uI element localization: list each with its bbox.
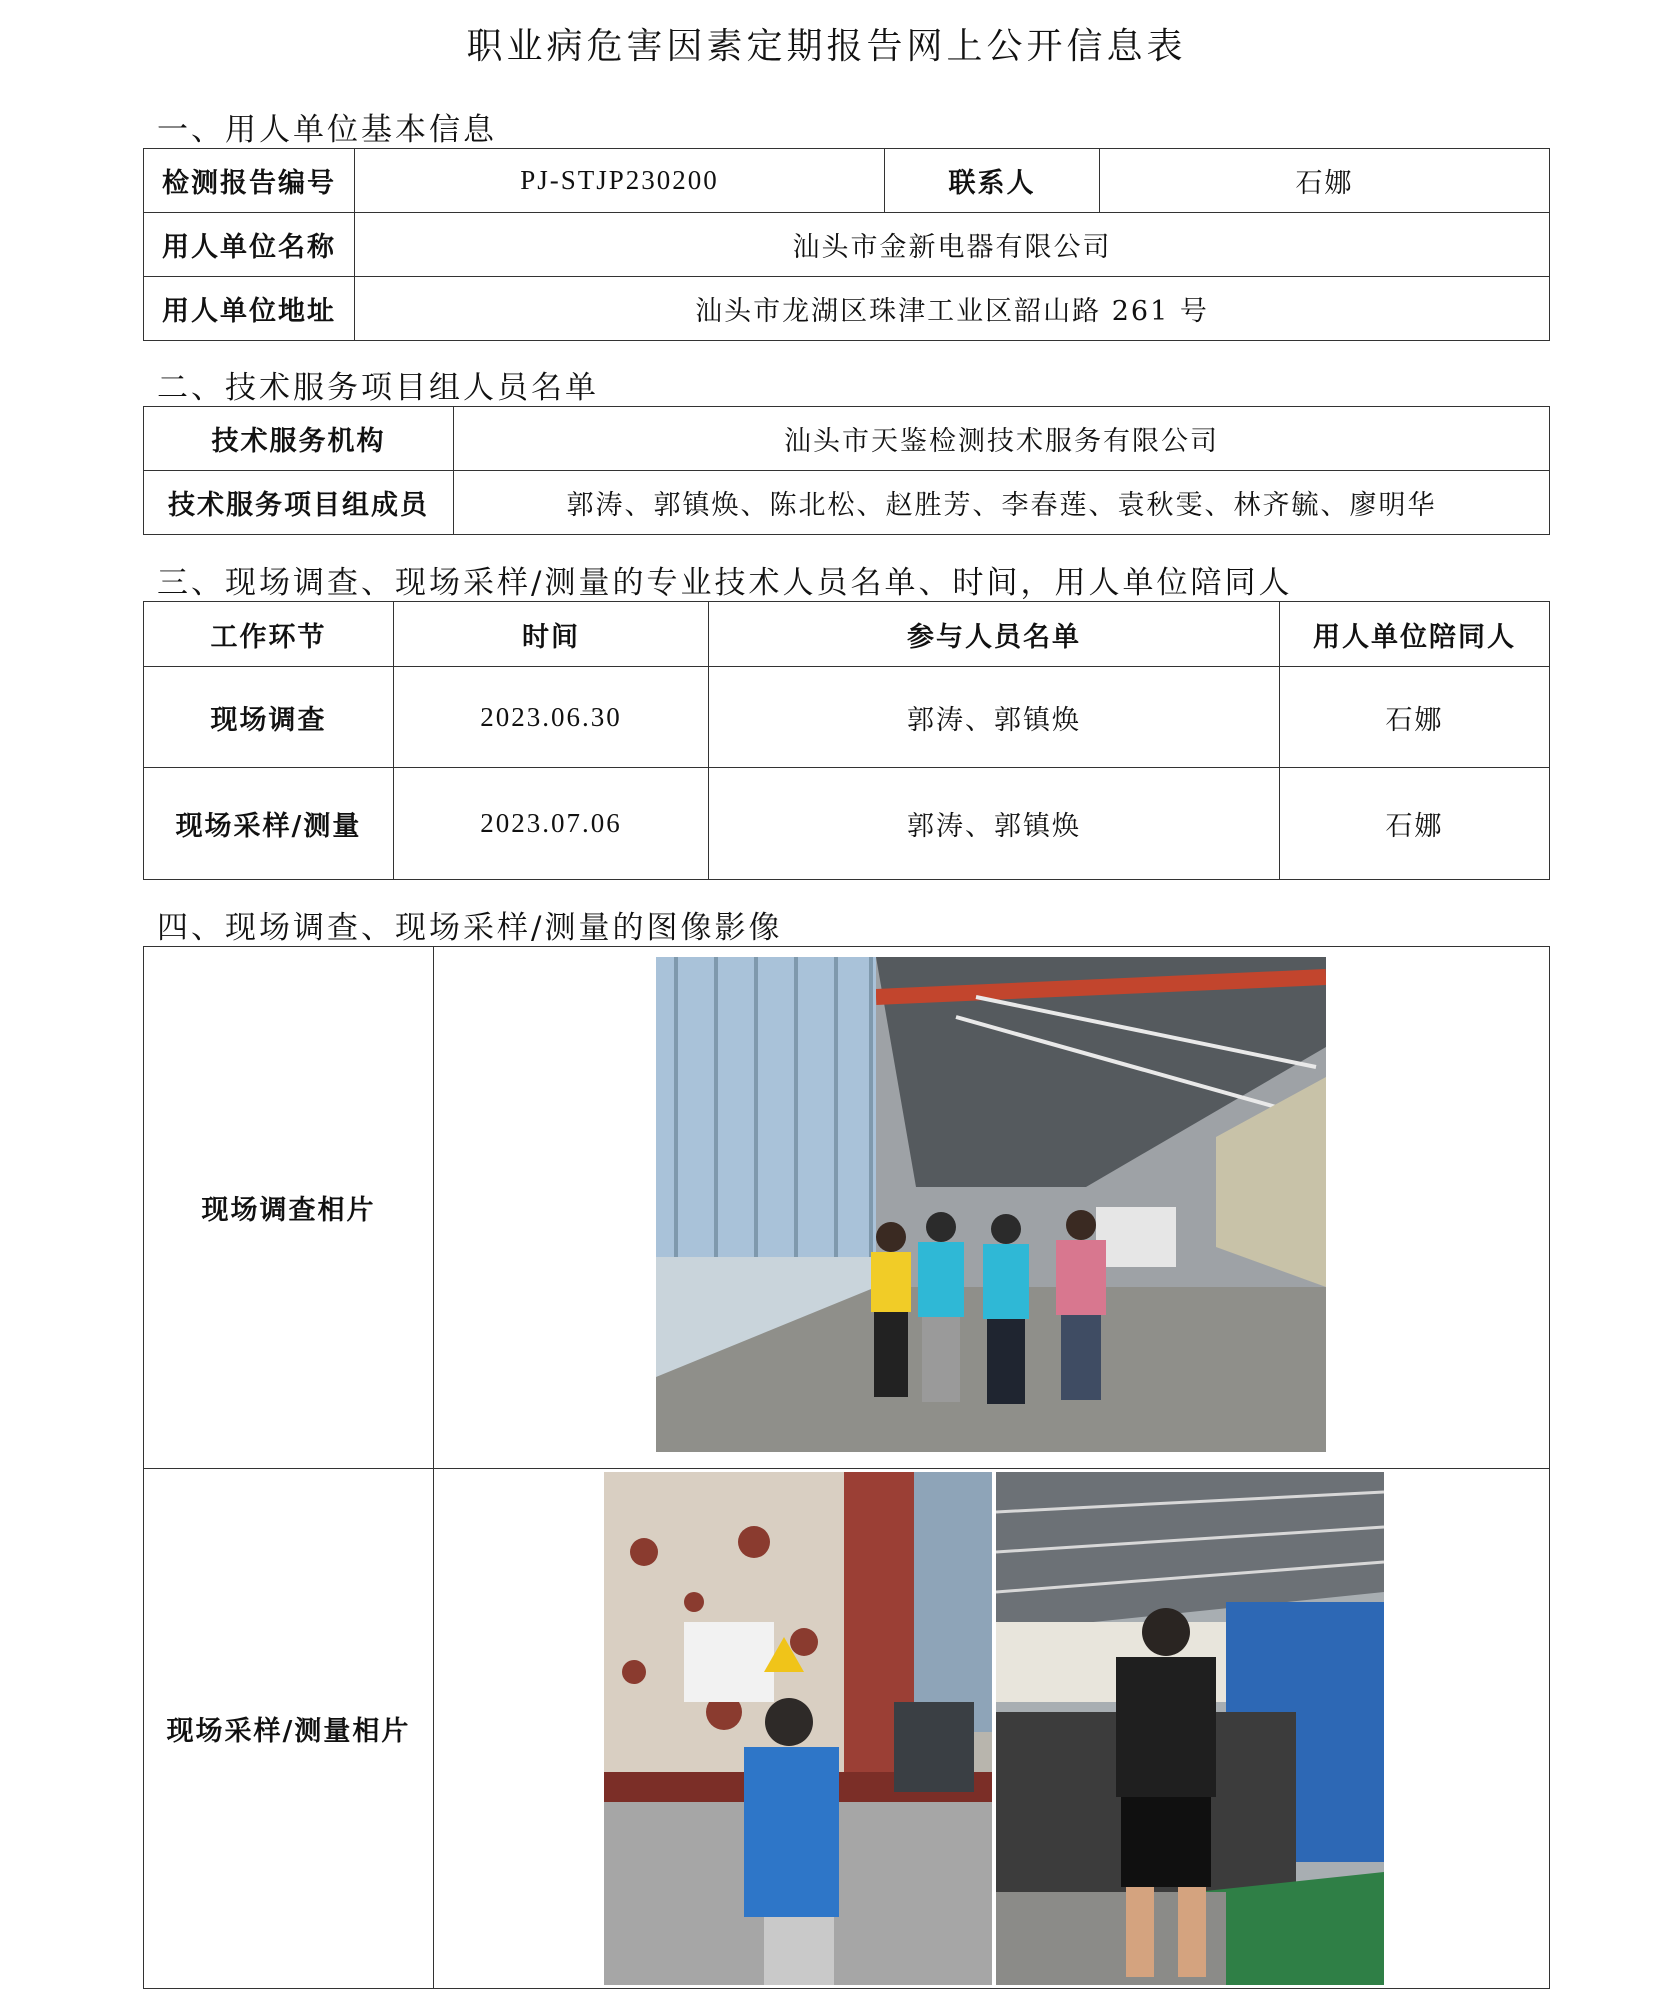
- team-table: [143, 406, 1550, 535]
- org-label: 技术服务机构: [144, 407, 454, 471]
- table-row: [144, 947, 1550, 1469]
- table-header-row: [144, 602, 1550, 667]
- sampling-photo-punch-press: [996, 1472, 1384, 1985]
- table-row: [144, 1469, 1550, 1989]
- photo-table: [143, 946, 1550, 1989]
- schedule-table: [143, 601, 1550, 880]
- survey-photo-cell: [434, 947, 1550, 1469]
- stage-cell: 现场调查: [144, 667, 394, 768]
- stage-cell: 现场采样/测量: [144, 768, 394, 880]
- sampling-photo-press-brake: [604, 1472, 992, 1985]
- companion-cell: 石娜: [1280, 768, 1550, 880]
- members-value: 郭涛、郭镇焕、陈北松、赵胜芳、李春莲、袁秋雯、林齐毓、廖明华: [454, 471, 1550, 535]
- companion-cell: 石娜: [1280, 667, 1550, 768]
- section3-heading: 三、现场调查、现场采样/测量的专业技术人员名单、时间，用人单位陪同人: [157, 565, 1293, 601]
- company-name-value: 汕头市金新电器有限公司: [355, 213, 1550, 277]
- table-row: [144, 149, 1550, 213]
- section1-heading: 一、用人单位基本信息: [157, 112, 497, 148]
- column-header: 时间: [394, 602, 709, 667]
- date-cell: 2023.07.06: [394, 768, 709, 880]
- column-header: 用人单位陪同人: [1280, 602, 1550, 667]
- table-row: [144, 407, 1550, 471]
- column-header: 参与人员名单: [709, 602, 1280, 667]
- sampling-photo-cell: [434, 1469, 1550, 1989]
- section4-heading: 四、现场调查、现场采样/测量的图像影像: [157, 910, 783, 946]
- personnel-cell: 郭涛、郭镇焕: [709, 768, 1280, 880]
- members-label: 技术服务项目组成员: [144, 471, 454, 535]
- survey-photo: [656, 957, 1326, 1452]
- company-address-label: 用人单位地址: [144, 277, 355, 341]
- basic-info-table: [143, 148, 1550, 341]
- survey-photo-label: 现场调查相片: [144, 947, 434, 1469]
- sampling-photo-label: 现场采样/测量相片: [144, 1469, 434, 1989]
- document-title: 职业病危害因素定期报告网上公开信息表: [466, 26, 1187, 67]
- table-row: [144, 667, 1550, 768]
- company-name-label: 用人单位名称: [144, 213, 355, 277]
- personnel-cell: 郭涛、郭镇焕: [709, 667, 1280, 768]
- org-value: 汕头市天鉴检测技术服务有限公司: [454, 407, 1550, 471]
- table-row: [144, 213, 1550, 277]
- contact-label: 联系人: [885, 149, 1100, 213]
- date-cell: 2023.06.30: [394, 667, 709, 768]
- table-row: [144, 471, 1550, 535]
- company-address-value: 汕头市龙湖区珠津工业区韶山路 261 号: [355, 277, 1550, 341]
- table-row: [144, 277, 1550, 341]
- section2-heading: 二、技术服务项目组人员名单: [157, 370, 599, 406]
- report-no-label: 检测报告编号: [144, 149, 355, 213]
- contact-value: 石娜: [1100, 149, 1550, 213]
- table-row: [144, 768, 1550, 880]
- report-no-value: PJ-STJP230200: [355, 149, 885, 213]
- column-header: 工作环节: [144, 602, 394, 667]
